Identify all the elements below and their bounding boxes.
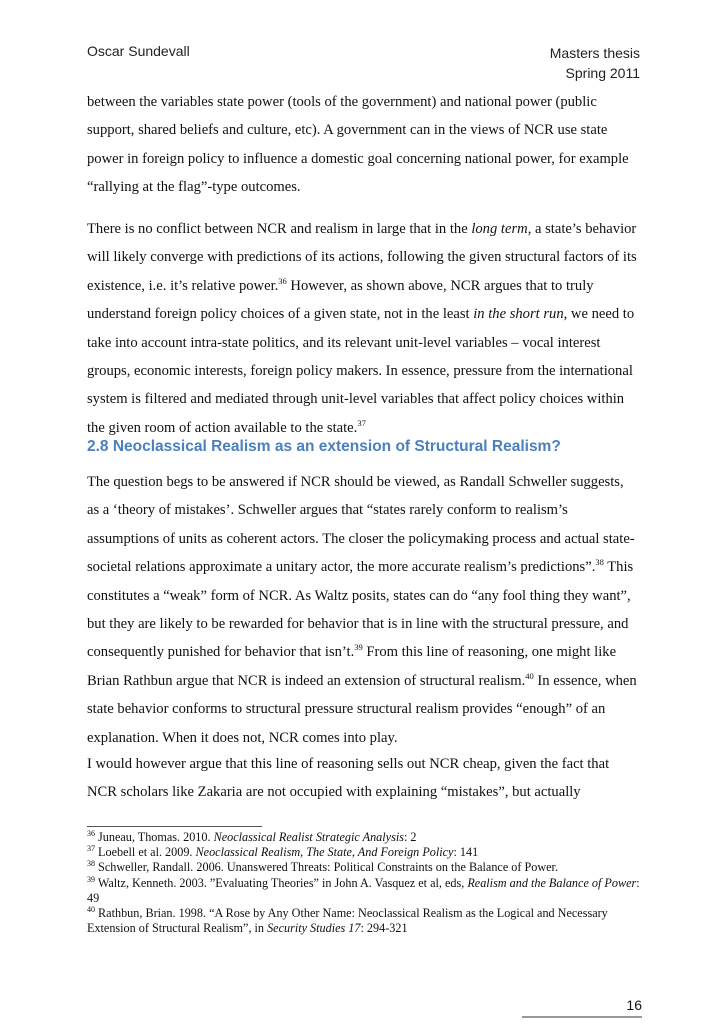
footnote-ref-38[interactable]: 38 bbox=[595, 557, 604, 568]
text-line: assumptions of units as coherent actors. The closer the policymaking process and actual state- bbox=[87, 530, 635, 547]
header-term: Spring 2011 bbox=[565, 65, 640, 81]
footnote-ref-36[interactable]: 36 bbox=[278, 275, 287, 286]
header-author: Oscar Sundevall bbox=[87, 43, 190, 59]
header-right bbox=[550, 43, 640, 83]
text-line: groups, economic interests, foreign policy makers. In essence, pressure from the international bbox=[87, 363, 633, 380]
text-line: power in foreign policy to influence a domestic goal concerning national power, for example bbox=[87, 150, 629, 167]
footnote-separator bbox=[87, 826, 262, 827]
text-line: societal relations approximate a unitary actor, the more accurate realism’s predictions”.$^{38}$ This bbox=[87, 557, 634, 576]
text-line: “rallying at the flag”-type outcomes. bbox=[87, 179, 301, 196]
text-line: but they are likely to be rewarded for behavior that is in line with the structural pressure, and bbox=[87, 616, 629, 633]
text-line: constitutes a “weak” form of NCR. As Waltz posits, states can do “any fool thing they want”, bbox=[87, 587, 631, 604]
text-line: state behavior conforms to structural pressure structural realism provides “enough” of an bbox=[87, 701, 606, 718]
footnote-36: $^{36}$ Juneau, Thomas. 2010. Neoclassical Realist Strategic Analysis: 2 bbox=[87, 828, 417, 844]
footnote-37: $^{37}$ Loebell et al. 2009. Neoclassical Realism, The State, And Foreign Policy: 141 bbox=[87, 844, 479, 860]
paragraph-2 bbox=[87, 215, 643, 442]
text-line: the given room of action available to the state.$^{37}$ bbox=[87, 417, 366, 436]
text-line: consequently punished for behavior that isn’t.$^{39}$ From this line of reasoning, one might like bbox=[87, 642, 617, 661]
text-line: The question begs to be answered if NCR should be viewed, as Randall Schweller suggests, bbox=[87, 474, 624, 490]
text-line: will likely converge with predictions of its actions, following the given structural factors of its bbox=[87, 249, 637, 266]
footnote-ref-39[interactable]: 39 bbox=[354, 642, 363, 653]
paragraph-4 bbox=[87, 750, 643, 807]
header-doc-type: Masters thesis bbox=[549, 45, 640, 61]
emphasis-long-term: long term bbox=[471, 221, 528, 237]
text-line: understand foreign policy choices of a given state, not in the least in the short run, we need to bbox=[87, 306, 635, 323]
paragraph-3 bbox=[87, 468, 643, 752]
text-line: as a ‘theory of mistakes’. Schweller argues that “states rarely conform to realism’s bbox=[87, 502, 568, 519]
text-line: system is filtered and mediated through unit-level variables that affect policy choices within bbox=[87, 391, 625, 408]
emphasis-short-run: in the short run bbox=[473, 306, 564, 323]
page-number: 16 bbox=[626, 997, 642, 1013]
footnotes bbox=[87, 830, 647, 936]
page-number-rule bbox=[522, 1016, 642, 1018]
text-line: take into account intra-state politics, and its relevant unit-level variables – vocal interest bbox=[87, 334, 601, 351]
text-line: support, shared beliefs and culture, etc). A government can in the views of NCR use state bbox=[87, 122, 608, 139]
text-line: I would however argue that this line of reasoning sells out NCR cheap, given the fact that bbox=[87, 756, 610, 772]
paragraph-1 bbox=[87, 88, 643, 202]
footnote-ref-37[interactable]: 37 bbox=[357, 417, 366, 428]
section-heading: 2.8 Neoclassical Realism as an extension of Structural Realism? bbox=[87, 438, 561, 455]
text-line: NCR scholars like Zakaria are not occupied with explaining “mistakes”, but actually bbox=[87, 784, 581, 801]
text-line: Brian Rathbun argue that NCR is indeed an extension of structural realism.$^{40}$ In essence, when bbox=[87, 670, 637, 689]
text-line: between the variables state power (tools of the government) and national power (public bbox=[87, 94, 597, 110]
footnote-39: $^{39}$ Waltz, Kenneth. 2003. ”Evaluating Theories” in John A. Vasquez et al, eds, Realism and the Balance of Power: 49 bbox=[87, 874, 640, 905]
text-line: There is no conflict between NCR and realism in large that in the long term, a state’s behavior bbox=[87, 221, 637, 237]
footnote-ref-40[interactable]: 40 bbox=[525, 670, 534, 681]
footnote-40: $^{40}$ Rathbun, Brian. 1998. “A Rose by Any Other Name: Neoclassical Realism as the Logical and Necessary Extension of Structural Realism”, in Security Studies 17: 294-321 bbox=[87, 904, 608, 936]
text-line: existence, i.e. it’s relative power.$^{36}$ However, as shown above, NCR argues that to truly bbox=[87, 275, 594, 294]
footnote-38: $^{38}$ Schweller, Randall. 2006. Unanswered Threats: Political Constraints on the Balance of Power. bbox=[87, 859, 558, 875]
text-line: explanation. When it does not, NCR comes into play. bbox=[87, 729, 398, 746]
